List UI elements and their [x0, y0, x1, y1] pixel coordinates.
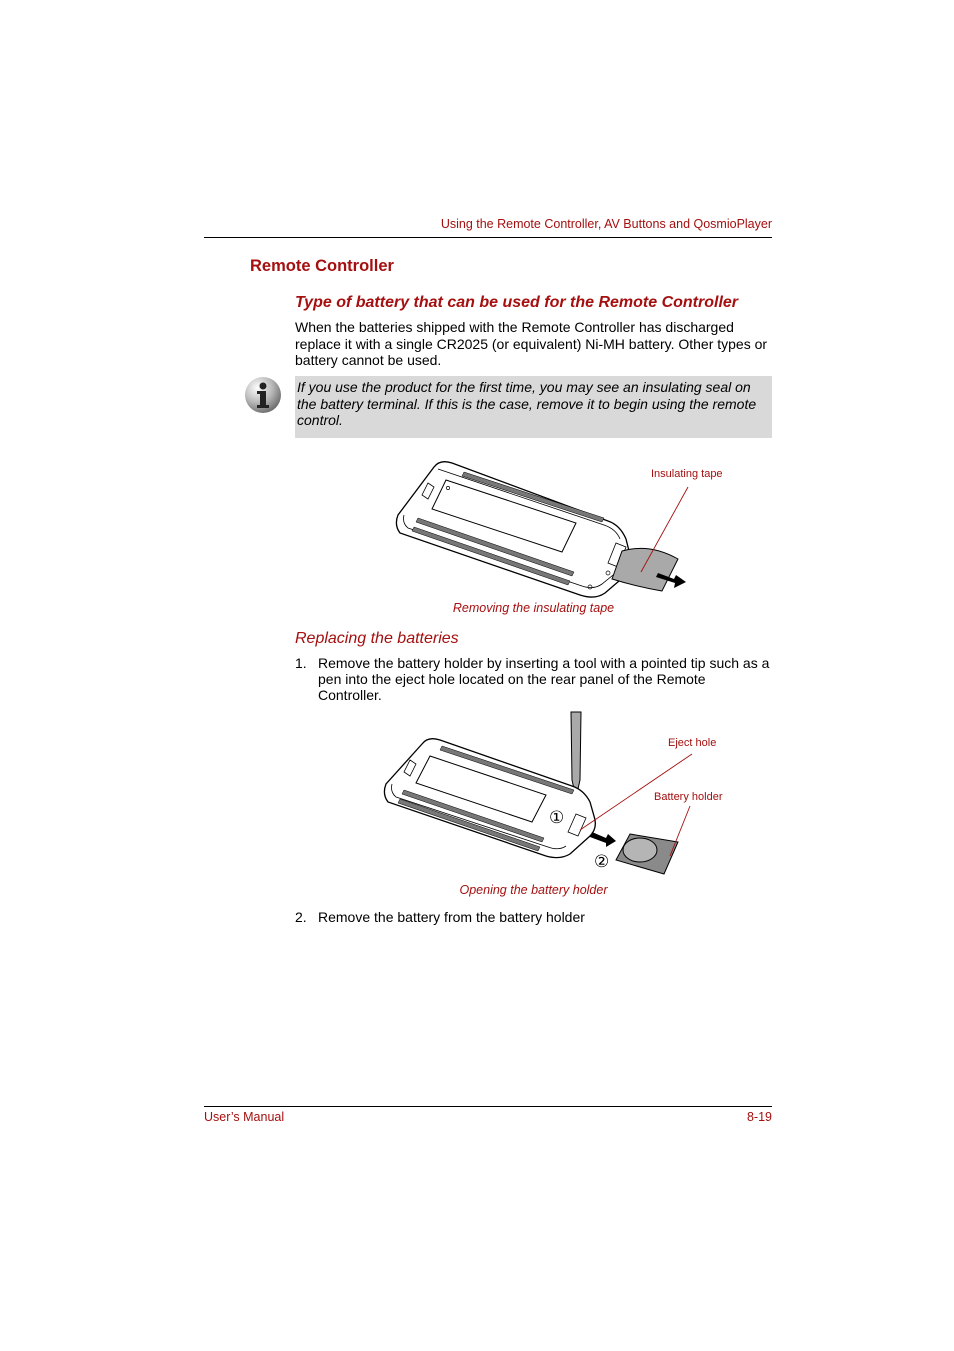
- step-1-text: Remove the battery holder by inserting a tool with a pointed tip such as a pen into the eject hole located on the rear panel of the Remote Controller.: [318, 655, 770, 703]
- step-2-number: 2.: [295, 909, 307, 925]
- replacing-heading: Replacing the batteries: [295, 630, 459, 647]
- footer-manual-title: User’s Manual: [204, 1110, 285, 1124]
- figure1-caption: Removing the insulating tape: [452, 601, 615, 615]
- section-title: Remote Controller: [250, 257, 394, 275]
- note-text: If you use the product for the first time, you may see an insulating seal on the battery terminal. If this is the case, remove it to begin using the remote control.: [297, 379, 757, 428]
- remote-insulating-tape-illustration: [390, 455, 690, 600]
- step-1-number: 1.: [295, 655, 307, 671]
- figure2-caption: Opening the battery holder: [459, 883, 608, 897]
- info-icon: [244, 376, 282, 414]
- insulating-tape-callout: Insulating tape: [651, 468, 723, 480]
- running-header: Using the Remote Controller, AV Buttons and QosmioPlayer: [440, 217, 772, 231]
- step-2-text: Remove the battery from the battery holder: [318, 909, 585, 925]
- footer-rule: [204, 1106, 772, 1107]
- battery-type-heading: Type of battery that can be used for the Remote Controller: [295, 294, 739, 311]
- remote-battery-holder-illustration: [380, 710, 700, 880]
- step-marker-1: ①: [549, 808, 565, 827]
- step-marker-2: ②: [594, 852, 610, 871]
- eject-hole-callout: Eject hole: [668, 737, 717, 749]
- page-number: 8-19: [746, 1110, 772, 1124]
- battery-type-paragraph: When the batteries shipped with the Remote Controller has discharged replace it with a single CR2025 (or equivalent) Ni-MH battery. Other types or battery cannot be used.: [295, 319, 768, 368]
- header-rule: [204, 237, 772, 238]
- battery-holder-callout: Battery holder: [654, 791, 723, 803]
